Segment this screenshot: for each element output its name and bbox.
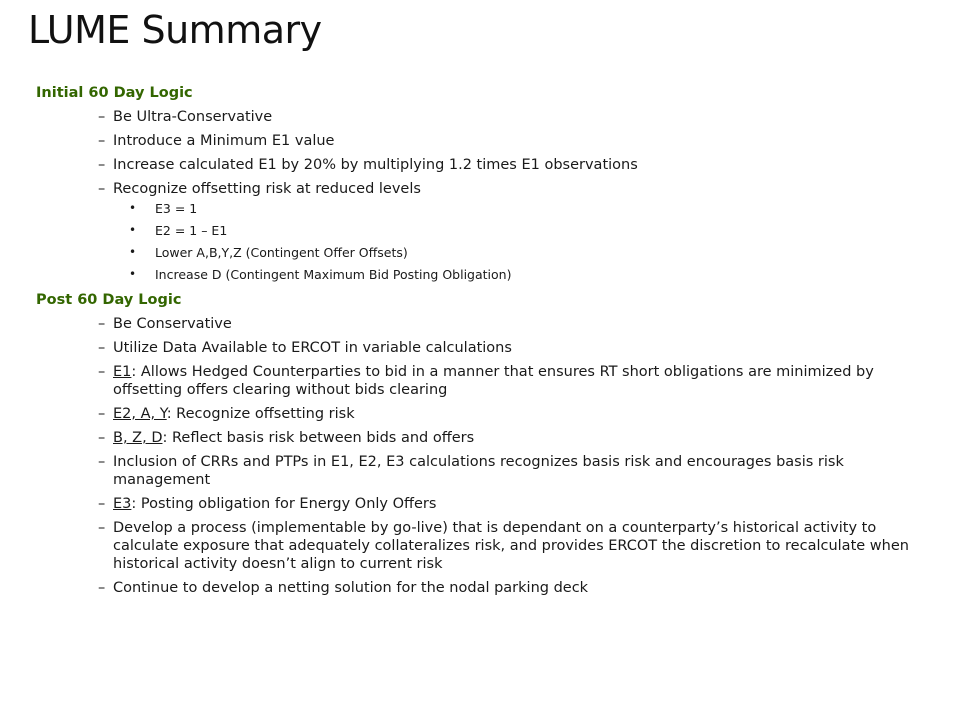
dash-bullet-icon: – [98,157,106,173]
dash-bullet-icon: – [98,340,106,356]
sub-list-item [113,245,928,261]
dot-bullet-icon: • [129,267,137,281]
item-text: Continue to develop a netting solution for the nodal parking deck [113,580,589,596]
list-item [0,405,960,423]
list-item [0,363,960,399]
list-item [0,108,960,126]
list-item [0,339,960,357]
dash-bullet-icon: – [98,580,106,596]
item-text: Utilize Data Available to ERCOT in variable calculations [113,340,512,356]
list-item [0,315,960,333]
dash-bullet-icon: – [98,454,106,470]
sub-list-item [113,223,928,239]
sub-item-text: E2 = 1 – E1 [155,223,228,238]
bullet-list [0,315,960,597]
bullet-list [0,108,960,283]
variable-prefix: E2, A, Y [113,406,167,422]
section-heading: Post 60 Day Logic [36,292,182,308]
dash-bullet-icon: – [98,364,106,380]
variable-prefix: E1 [113,364,132,380]
slide-title: LUME Summary [28,8,322,52]
dot-bullet-icon: • [129,223,137,237]
sub-list-item [113,201,928,217]
dash-bullet-icon: – [98,133,106,149]
dash-bullet-icon: – [98,181,106,197]
dash-bullet-icon: – [98,520,106,536]
list-item [0,132,960,150]
item-text: : Recognize offsetting risk [166,406,355,422]
variable-prefix: B, Z, D [113,430,163,446]
list-item [0,519,960,573]
variable-prefix: E3 [113,496,132,512]
section-initial-60-day [0,82,960,283]
dash-bullet-icon: – [98,496,106,512]
item-text: : Allows Hedged Counterparties to bid in a manner that ensures RT short obligations are minimized by offsetting offers clearing without bids clearing [113,364,874,398]
list-item [0,156,960,174]
dash-bullet-icon: – [98,406,106,422]
list-item [0,180,960,283]
item-text: : Reflect basis risk between bids and offers [162,430,475,446]
dot-bullet-icon: • [129,245,137,259]
section-heading: Initial 60 Day Logic [36,85,193,101]
section-post-60-day [0,289,960,597]
list-item [0,429,960,447]
dash-bullet-icon: – [98,316,106,332]
sub-list-item [113,267,928,283]
sub-bullet-list [113,201,928,283]
dot-bullet-icon: • [129,201,137,215]
item-text: Introduce a Minimum E1 value [113,133,335,149]
sub-item-text: Increase D (Contingent Maximum Bid Posting Obligation) [155,267,512,282]
slide-body [0,82,960,603]
sub-item-text: Lower A,B,Y,Z (Contingent Offer Offsets) [155,245,408,260]
item-text: Be Conservative [113,316,232,332]
sub-item-text: E3 = 1 [155,201,198,216]
dash-bullet-icon: – [98,109,106,125]
item-text: : Posting obligation for Energy Only Offers [131,496,437,512]
item-text: Inclusion of CRRs and PTPs in E1, E2, E3 calculations recognizes basis risk and encourages basis risk management [113,454,844,488]
item-text: Recognize offsetting risk at reduced levels [113,181,421,197]
item-text: Be Ultra-Conservative [113,109,273,125]
dash-bullet-icon: – [98,430,106,446]
list-item [0,495,960,513]
item-text: Increase calculated E1 by 20% by multiplying 1.2 times E1 observations [113,157,638,173]
item-text: Develop a process (implementable by go-live) that is dependant on a counterparty’s historical activity to calculate exposure that adequately collateralizes risk, and provides ERCOT the discretion to recalculate when historical activity doesn’t align to current risk [113,520,909,572]
list-item [0,453,960,489]
list-item [0,579,960,597]
